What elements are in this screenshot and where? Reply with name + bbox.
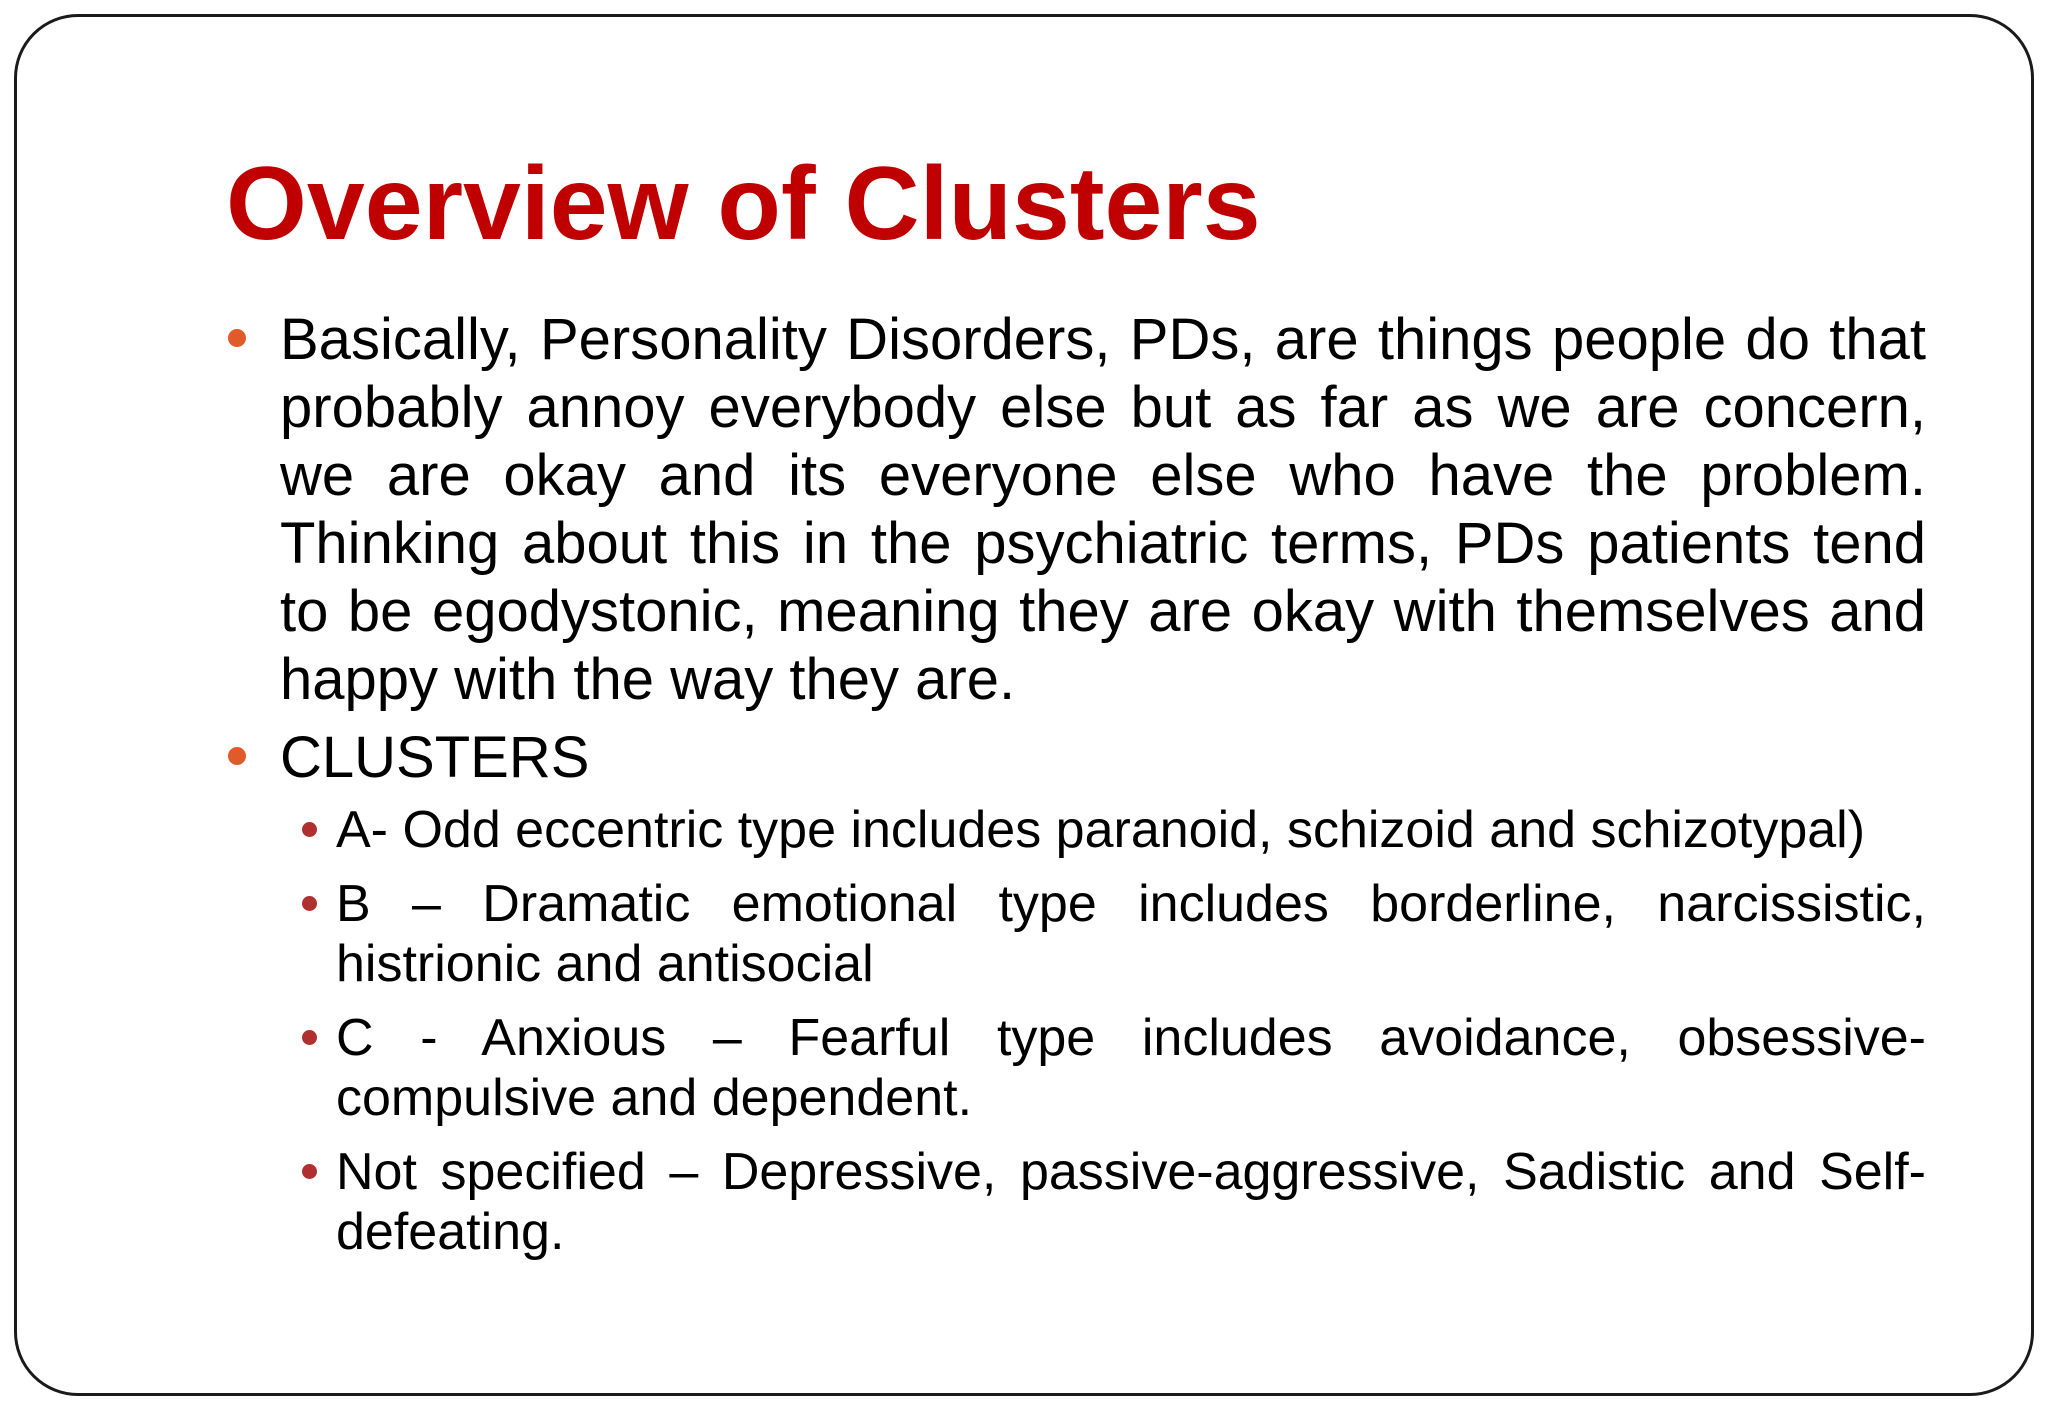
cluster-item-b bbox=[280, 874, 1926, 994]
bullet-intro-text: Basically, Personality Disorders, PDs, are things people do that probably annoy everybody else but as far as we are concern, we are okay and its everyone else who have the problem. Thinking about this in the psychiatric terms, PDs patients tend to be egodystonic, meaning they are okay with themselves and happy with the way they are. bbox=[280, 307, 1926, 712]
cluster-item-not-specified-text: Not specified – Depressive, passive-aggressive, Sadistic and Self-defeating. bbox=[336, 1143, 1926, 1261]
cluster-item-c bbox=[280, 1008, 1926, 1128]
sub-bullet-dot-icon bbox=[302, 822, 317, 837]
cluster-item-not-specified bbox=[280, 1142, 1926, 1262]
cluster-list bbox=[226, 800, 1926, 1262]
bullet-dot-icon bbox=[228, 329, 246, 347]
slide-body bbox=[226, 306, 1926, 1262]
bullet-intro bbox=[226, 306, 1926, 714]
bullet-dot-icon bbox=[228, 747, 246, 765]
cluster-item-b-text: B – Dramatic emotional type includes borderline, narcissistic, histrionic and antisocial bbox=[336, 875, 1926, 993]
sub-bullet-dot-icon bbox=[302, 1164, 317, 1179]
slide-title: Overview of Clusters bbox=[226, 146, 1261, 262]
bullet-clusters-text: CLUSTERS bbox=[280, 725, 590, 790]
cluster-item-a-text: A- Odd eccentric type includes paranoid, schizoid and schizotypal) bbox=[336, 801, 1866, 859]
sub-bullet-dot-icon bbox=[302, 896, 317, 911]
bullet-clusters bbox=[226, 724, 1926, 792]
sub-bullet-dot-icon bbox=[302, 1030, 317, 1045]
cluster-item-c-text: C - Anxious – Fearful type includes avoidance, obsessive-compulsive and dependent. bbox=[336, 1009, 1926, 1127]
cluster-item-a bbox=[280, 800, 1926, 860]
